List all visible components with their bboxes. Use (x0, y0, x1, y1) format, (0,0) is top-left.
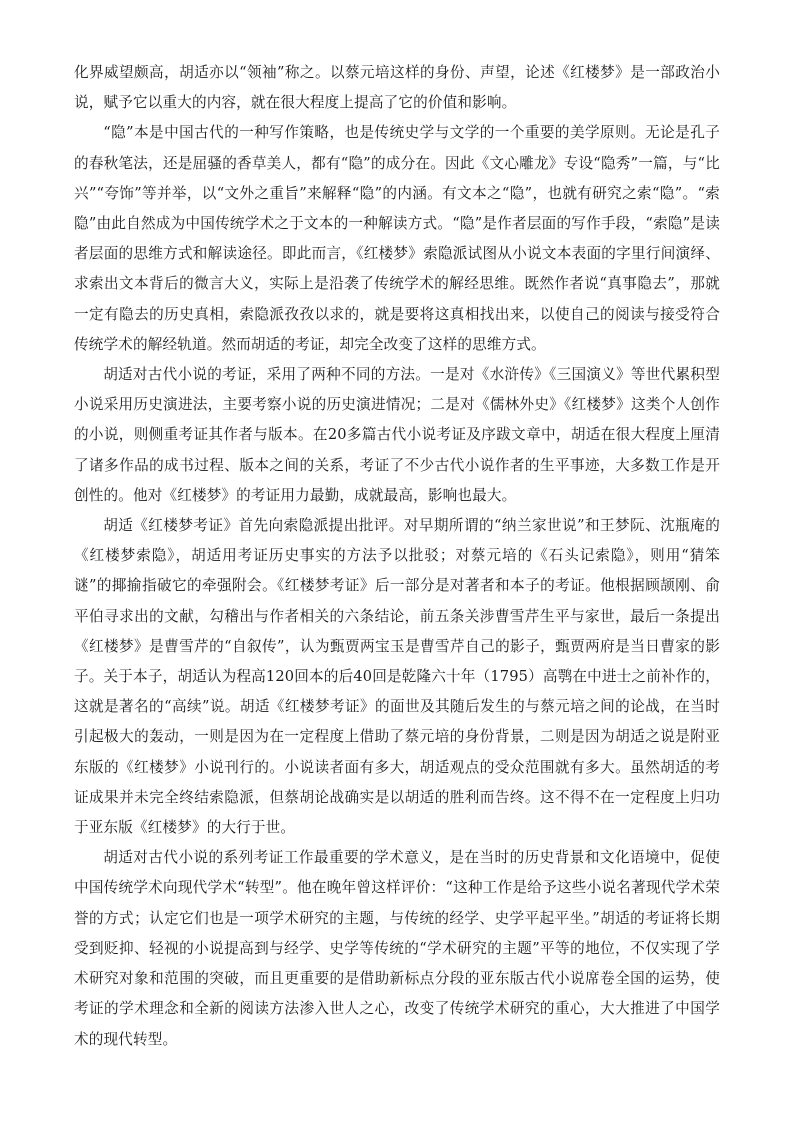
paragraph-4: 胡适《红楼梦考证》首先向索隐派提出批评。对早期所谓的“纳兰家世说”和王梦阮、沈瓶庵的《红楼梦索隐》，胡适用考证历史事实的方法予以批驳；对蔡元培的《石头记索隐》，则用“猜笨谜”的揶揄指破它的牵强附会。《红楼梦考证》后一部分是对著者和本子的考证。他根据顾颉刚、俞平伯寻求出的文献，勾稽出与作者相关的六条结论，前五条关涉曹雪芹生平与家世，最后一条提出《红楼梦》是曹雪芹的“自叙传”，认为甄贾两宝玉是曹雪芹自己的影子，甄贾两府是当日曹家的影子。关于本子，胡适认为程高120回本的后40回是乾隆六十年（1795）高鹗在中进士之前补作的，这就是著名的“高续”说。胡适《红楼梦考证》的面世及其随后发生的与蔡元培之间的论战，在当时引起极大的轰动，一则是因为在一定程度上借助了蔡元培的身份背景，二则是因为胡适之说是附亚东版的《红楼梦》小说刊行的。小说读者面有多大，胡适观点的受众范围就有多大。虽然胡适的考证成果并未完全终结索隐派，但蔡胡论战确实是以胡适的胜利而告终。这不得不在一定程度上归功于亚东版《红楼梦》的大行于世。 (74, 517, 720, 837)
paragraph-3: 胡适对古代小说的考证，采用了两种不同的方法。一是对《水浒传》《三国演义》等世代累积型小说采用历史演进法，主要考察小说的历史演进情况；二是对《儒林外史》《红楼梦》这类个人创作的小说，则侧重考证其作者与版本。在20多篇古代小说考证及序跋文章中，胡适在很大程度上厘清了诸多作品的成书过程、版本之间的关系，考证了不少古代小说作者的生平事迹，大多数工作是开创性的。他对《红楼梦》的考证用力最勤，成就最高，影响也最大。 (74, 366, 720, 504)
paragraph-1: 化界威望颇高，胡适亦以“领袖”称之。以蔡元培这样的身份、声望，论述《红楼梦》是一部政治小说，赋予它以重大的内容，就在很大程度上提高了它的价值和影响。 (74, 64, 720, 112)
article-body (74, 58, 720, 1055)
paragraph-5: 胡适对古代小说的系列考证工作最重要的学术意义，是在当时的历史背景和文化语境中，促使中国传统学术向现代学术“转型”。他在晚年曾这样评价：“这种工作是给予这些小说名著现代学术荣誉的方式；认定它们也是一项学术研究的主题，与传统的经学、史学平起平坐。”胡适的考证将长期受到贬抑、轻视的小说提高到与经学、史学等传统的“学术研究的主题”平等的地位，不仅实现了学术研究对象和范围的突破，而且更重要的是借助新标点分段的亚东版古代小说席卷全国的运势，使考证的学术理念和全新的阅读方法渗入世人之心，改变了传统学术研究的重心，大大推进了中国学术的现代转型。 (74, 849, 720, 1048)
paragraph-2: “隐”本是中国古代的一种写作策略，也是传统史学与文学的一个重要的美学原则。无论是孔子的春秋笔法，还是屈骚的香草美人，都有“隐”的成分在。因此《文心雕龙》专设“隐秀”一篇，与“比兴”“夸饰”等并举，以“文外之重旨”来解释“隐”的内涵。有文本之“隐”，也就有研究之索“隐”。“索隐”由此自然成为中国传统学术之于文本的一种解读方式。“隐”是作者层面的写作手段，“索隐”是读者层面的思维方式和解读途径。即此而言，《红楼梦》索隐派试图从小说文本表面的字里行间演绎、求索出文本背后的微言大义，实际上是沿袭了传统学术的解经思维。既然作者说“真事隐去”，那就一定有隐去的历史真相，索隐派孜孜以求的，就是要将这真相找出来，以使自己的阅读与接受符合传统学术的解经轨道。然而胡适的考证，却完全改变了这样的思维方式。 (74, 124, 720, 353)
